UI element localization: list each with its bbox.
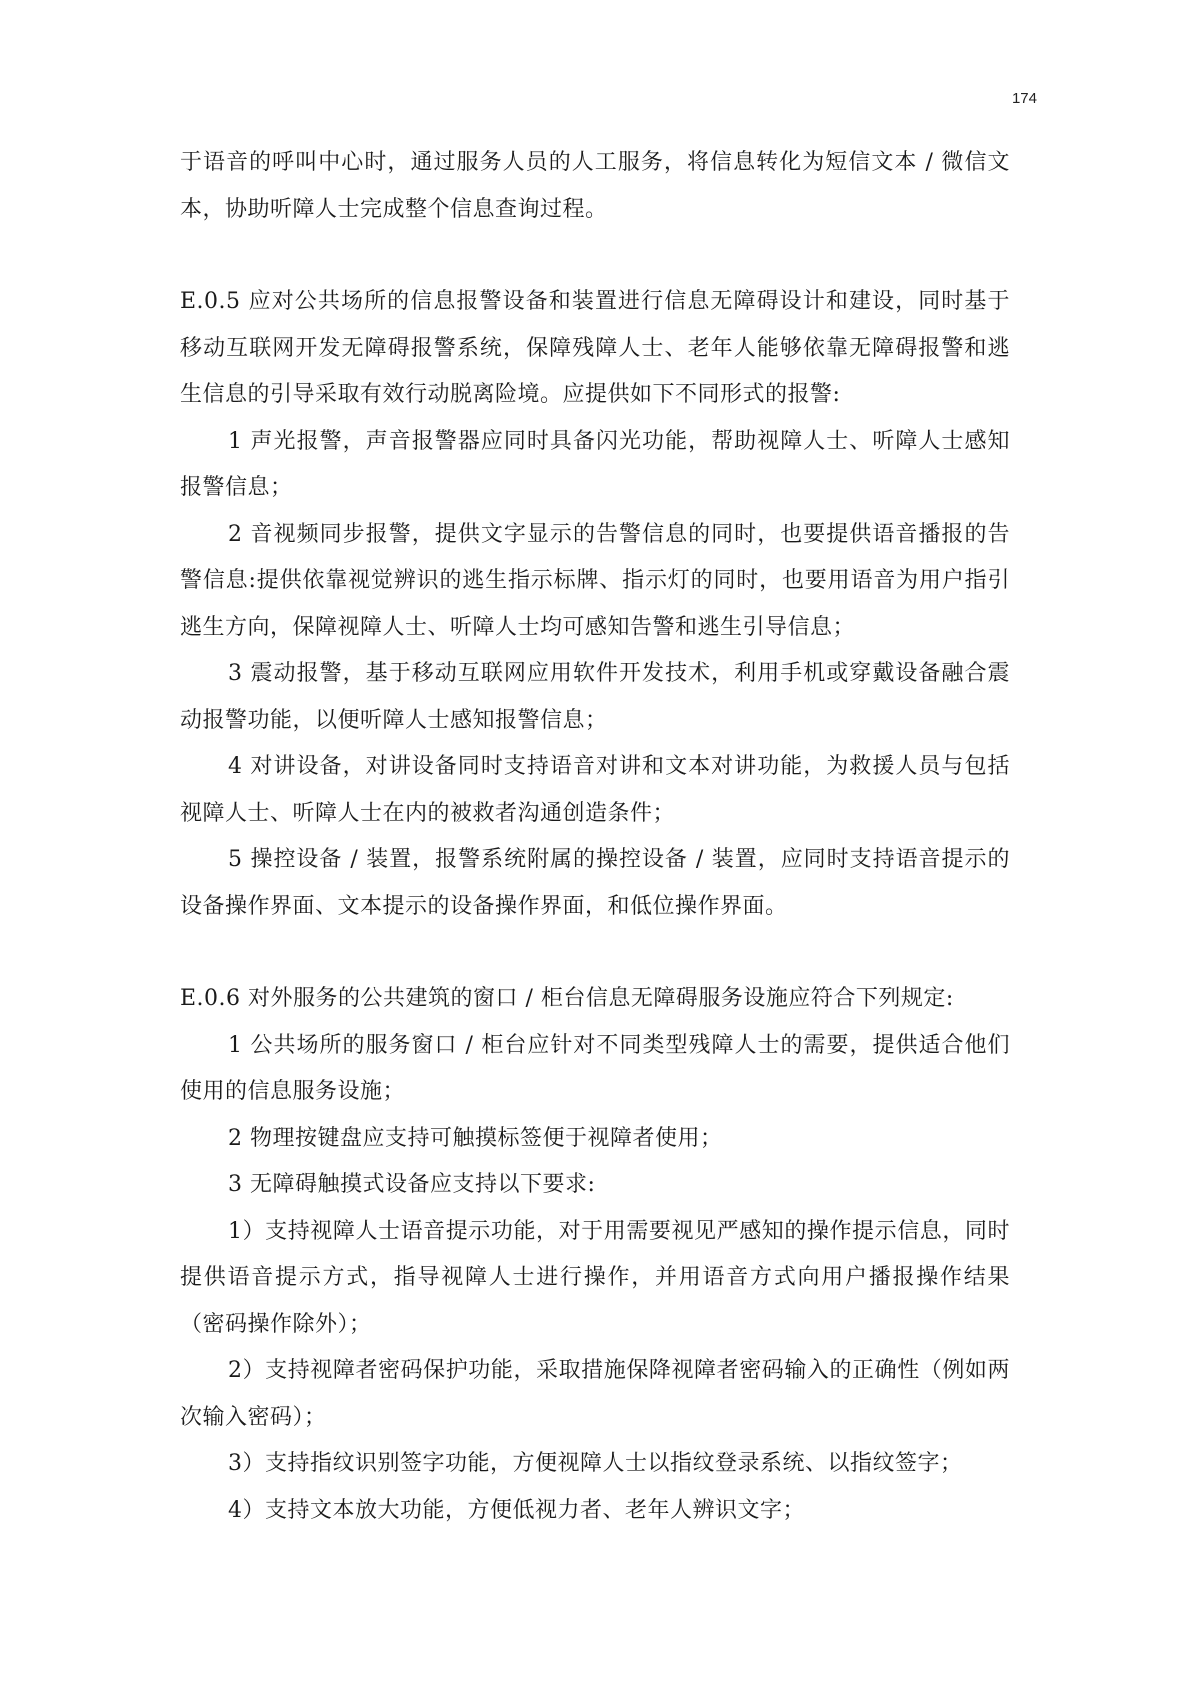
- section-gap: [180, 233, 1010, 279]
- list-item: 5 操控设备 / 装置，报警系统附属的操控设备 / 装置，应同时支持语音提示的设备操作界面、文本提示的设备操作界面，和低位操作界面。: [180, 847, 1010, 919]
- list-item: 4 对讲设备，对讲设备同时支持语音对讲和文本对讲功能，为救援人员与包括视障人士、听障人士在内的被救者沟通创造条件；: [180, 754, 1010, 826]
- sub-list-item: 4）支持文本放大功能，方便低视力者、老年人辨识文字；: [228, 1497, 805, 1523]
- sub-list-item: 1）支持视障人士语音提示功能，对于用需要视见严感知的操作提示信息，同时提供语音提示方式，指导视障人士进行操作，并用语音方式向用户播报操作结果（密码操作除外）；: [180, 1218, 1010, 1337]
- sub-list-item: 3）支持指纹识别签字功能，方便视障人士以指纹登录系统、以指纹签字；: [228, 1451, 963, 1476]
- list-item: 3 震动报警，基于移动互联网应用软件开发技术，利用手机或穿戴设备融合震动报警功能，以便听障人士感知报警信息；: [180, 661, 1010, 733]
- sub-list-item: 2）支持视障者密码保护功能，采取措施保降视障者密码输入的正确性（例如两次输入密码）；: [180, 1358, 1010, 1430]
- clause-e06: E.0.6 对外服务的公共建筑的窗口 / 柜台信息无障碍服务设施应符合下列规定:: [180, 986, 954, 1011]
- list-item: 2 音视频同步报警，提供文字显示的告警信息的同时，也要提供语音播报的告警信息:提供依靠视觉辨识的逃生指示标牌、指示灯的同时，也要用语音为用户指引逃生方向，保障视障人士、听障人士均可感知告警和逃生引导信息；: [180, 521, 1010, 640]
- page-number: 174: [1011, 90, 1037, 107]
- document-body: [180, 140, 1010, 1534]
- list-item: 3 无障碍触摸式设备应支持以下要求:: [228, 1172, 596, 1197]
- list-item: 1 公共场所的服务窗口 / 柜台应针对不同类型残障人士的需要，提供适合他们使用的信息服务设施；: [180, 1032, 1010, 1104]
- list-item: 1 声光报警，声音报警器应同时具备闪光功能，帮助视障人士、听障人士感知报警信息；: [180, 428, 1010, 500]
- clause-e05: E.0.5 应对公共场所的信息报警设备和装置进行信息无障碍设计和建设，同时基于移动互联网开发无障碍报警系统，保障残障人士、老年人能够依靠无障碍报警和逃生信息的引导采取有效行动脱离险境。应提供如下不同形式的报警:: [180, 289, 1010, 407]
- paragraph-continuation: 于语音的呼叫中心时，通过服务人员的人工服务，将信息转化为短信文本 / 微信文本，协助听障人士完成整个信息查询过程。: [180, 150, 1010, 222]
- section-gap: [180, 930, 1010, 976]
- list-item: 2 物理按键盘应支持可触摸标签便于视障者使用；: [228, 1125, 723, 1151]
